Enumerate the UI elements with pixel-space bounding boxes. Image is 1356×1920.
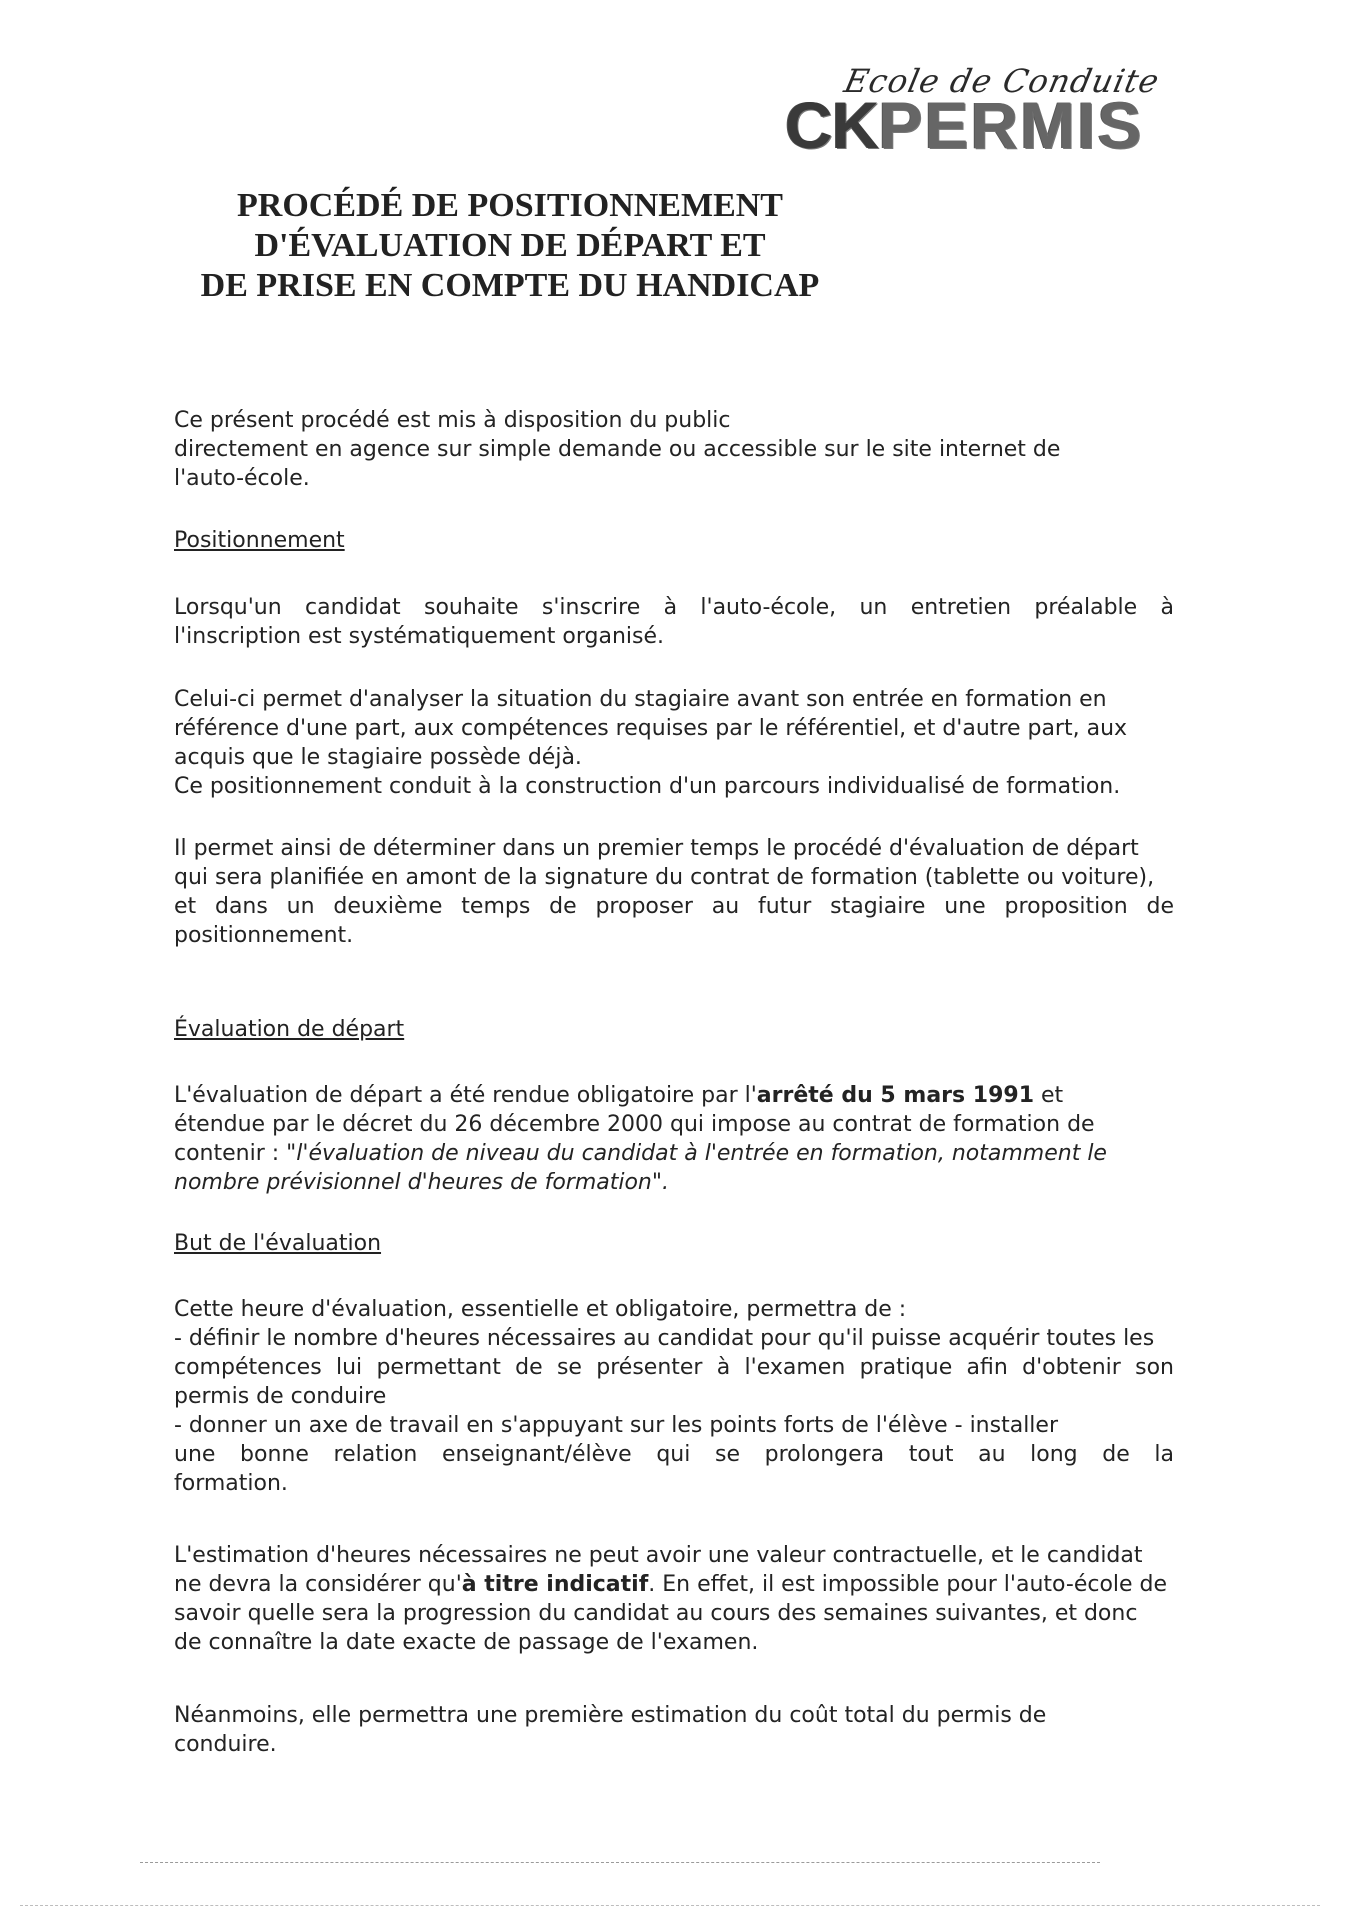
positionnement-paragraph-3 bbox=[174, 834, 1174, 950]
est-line-3: savoir quelle sera la progression du candidat au cours des semaines suivantes, et donc bbox=[174, 1601, 1138, 1626]
but-line-3: compétences lui permettant de se présenter à l'examen pratique afin d'obtenir son bbox=[174, 1355, 1174, 1380]
eval-line-3-a: contenir : bbox=[174, 1141, 287, 1166]
intro-line-2: directement en agence sur simple demande ou accessible sur le site internet de bbox=[174, 437, 1061, 462]
est-line-4: de connaître la date exacte de passage de l'examen. bbox=[174, 1630, 759, 1655]
but-line-7: formation. bbox=[174, 1471, 288, 1496]
logo-permis: PERMIS bbox=[878, 88, 1144, 162]
positionnement-paragraph-2 bbox=[174, 685, 1174, 801]
est-line-1: L'estimation d'heures nécessaires ne peut avoir une valeur contractuelle, et le candidat bbox=[174, 1543, 1143, 1568]
positionnement-heading: Positionnement bbox=[174, 528, 345, 553]
title-line-2: D'ÉVALUATION DE DÉPART ET bbox=[254, 227, 766, 264]
but-line-2: - définir le nombre d'heures nécessaires au candidat pour qu'il puisse acquérir toutes les bbox=[174, 1326, 1155, 1351]
but-paragraph bbox=[174, 1295, 1174, 1498]
eval-line-1 bbox=[174, 1081, 1174, 1110]
est-line-2-a: ne devra la considérer qu' bbox=[174, 1572, 462, 1597]
est-line-2 bbox=[174, 1570, 1174, 1599]
pos-p2-line-3: acquis que le stagiaire possède déjà. bbox=[174, 745, 582, 770]
pos-p2-line-4: Ce positionnement conduit à la construction d'un parcours individualisé de formation. bbox=[174, 774, 1121, 799]
logo-ck: CK bbox=[785, 88, 879, 162]
scan-rule-bottom bbox=[20, 1905, 1320, 1906]
eval-line-4: nombre prévisionnel d'heures de formation". bbox=[174, 1170, 669, 1195]
estimation-paragraph bbox=[174, 1541, 1174, 1657]
pos-p1-line-1: Lorsqu'un candidat souhaite s'inscrire à l'auto-école, un entretien préalable à bbox=[174, 595, 1174, 620]
evaluation-heading: Évaluation de départ bbox=[174, 1017, 405, 1042]
pos-p3-line-2: qui sera planifiée en amont de la signature du contrat de formation (tablette ou voiture), bbox=[174, 865, 1155, 890]
pos-p3-line-3: et dans un deuxième temps de proposer au futur stagiaire une proposition de bbox=[174, 894, 1174, 919]
eval-line-2: étendue par le décret du 26 décembre 2000 qui impose au contrat de formation de bbox=[174, 1112, 1095, 1137]
neanmoins-line-1: Néanmoins, elle permettra une première estimation du coût total du permis de bbox=[174, 1703, 1047, 1728]
but-line-6: une bonne relation enseignant/élève qui se prolongera tout au long de la bbox=[174, 1442, 1174, 1467]
est-line-2-b: . En effet, il est impossible pour l'auto-école de bbox=[648, 1572, 1168, 1597]
but-heading: But de l'évaluation bbox=[174, 1231, 382, 1256]
intro-line-1: Ce présent procédé est mis à disposition du public bbox=[174, 408, 731, 433]
neanmoins-paragraph bbox=[174, 1701, 1174, 1759]
pos-p3-line-4: positionnement. bbox=[174, 923, 354, 948]
scan-rule-top bbox=[140, 1862, 1100, 1863]
title-line-1: PROCÉDÉ DE POSITIONNEMENT bbox=[237, 187, 783, 224]
title-line-3: DE PRISE EN COMPTE DU HANDICAP bbox=[200, 267, 820, 304]
pos-p2-line-2: référence d'une part, aux compétences requises par le référentiel, et d'autre part, aux bbox=[174, 716, 1128, 741]
pos-p1-line-2: l'inscription est systématiquement organisé. bbox=[174, 624, 664, 649]
eval-line-1-a: L'évaluation de départ a été rendue obligatoire par l' bbox=[174, 1083, 757, 1108]
pos-p3-line-1: Il permet ainsi de déterminer dans un premier temps le procédé d'évaluation de départ bbox=[174, 836, 1139, 861]
evaluation-paragraph bbox=[174, 1081, 1174, 1197]
page-title bbox=[160, 186, 860, 306]
eval-line-3 bbox=[174, 1139, 1174, 1168]
but-line-4: permis de conduire bbox=[174, 1384, 387, 1409]
intro-paragraph bbox=[174, 406, 1174, 493]
positionnement-paragraph-1 bbox=[174, 593, 1174, 651]
eval-quote-1: "l'évaluation de niveau du candidat à l'entrée en formation, notamment le bbox=[286, 1141, 1107, 1166]
intro-line-3: l'auto-école. bbox=[174, 466, 310, 491]
eval-decree-date: arrêté du 5 mars 1991 bbox=[756, 1083, 1034, 1108]
but-line-1: Cette heure d'évaluation, essentielle et obligatoire, permettra de : bbox=[174, 1297, 907, 1322]
pos-p2-line-1: Celui-ci permet d'analyser la situation du stagiaire avant son entrée en formation en bbox=[174, 687, 1107, 712]
but-line-5: - donner un axe de travail en s'appuyant sur les points forts de l'élève - installer bbox=[174, 1413, 1058, 1438]
school-logo bbox=[785, 62, 1175, 167]
eval-line-1-b: et bbox=[1034, 1083, 1064, 1108]
est-indicatif: à titre indicatif bbox=[461, 1572, 649, 1597]
logo-main-text bbox=[785, 88, 1144, 162]
neanmoins-line-2: conduire. bbox=[174, 1732, 277, 1757]
logo-script-text: Ecole de Conduite bbox=[840, 62, 1164, 100]
